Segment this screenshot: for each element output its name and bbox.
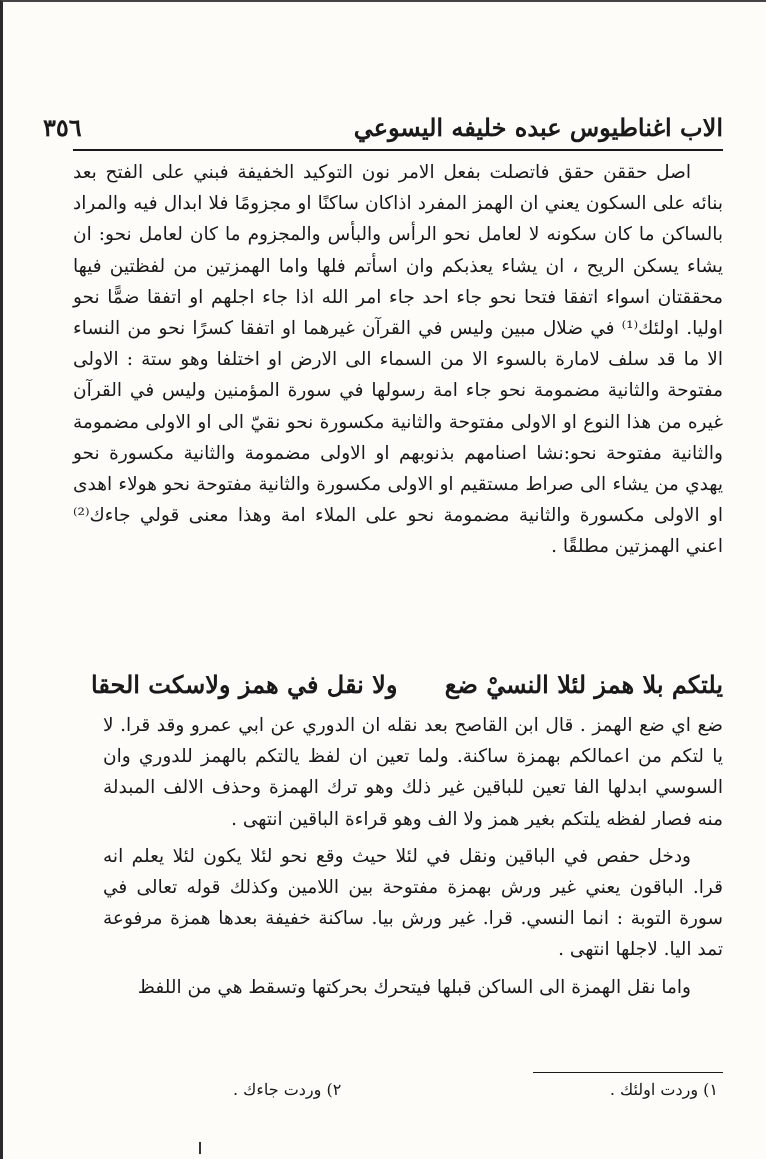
verse-line [91,662,723,706]
verse-hemistich-left: ولا نقل في همز ولاسكت الحقا [91,669,398,699]
scan-mark [199,1142,201,1154]
paragraph-commentary-2: ودخل حفص في الباقين ونقل في لئلا حيث وقع نحو لئلا يكون لئلا يعلم انه قرا. الباقون يعني غير ورش بهمزة مفتوحة بين اللامين وكذلك قوله تعالى في سورة التوبة : انما النسي. قرا. غير ورش بيا. ساكنة خفيفة بعدها همزة مرفوعة تمد اليا. لاجلها انتهى . [103,845,723,961]
footnote-1: ١) وردت اولئك . [609,1080,718,1099]
page-header [43,102,723,142]
paragraph-hamza-rules: اصل حققن حقق فاتصلت بفعل الامر نون التوكيد الخفيفة فبني على الفتح بعد بنائه على السكون يعني ان الهمز المفرد اذاكان ساكنًا او مجزومًا فلا ابدال فيه والمراد بالساكن ما كان سكونه لا لعامل نحو الرأس والبأس والمجزوم ما كان لعامل نحو: ان يشاء يسكن الريح ، ان يشاء يعذبكم وان اسأتم فلها واما الهمزتين من لفظتين فيها محققتان اسواء اتفقا فتحا نحو جاء احد جاء امر الله اذا جاء اجلهم او اتفقا ضمًّا نحو اوليا. اولئك⁽¹⁾ في ضلال مبين وليس في القرآن غيرهما او اتفقا كسرًا نحو من النساء الا ما قد سلف لامارة بالسوء الا من السماء الى الارض او اختلفا وهو ستة : الاولى مفتوحة والثانية مضمومة نحو جاء امة رسولها في سورة المؤمنين وليس في القرآن غيره من هذا النوع او الاولى مفتوحة والثانية مكسورة نحو نقيّ الى او الاولى مضمومة والثانية مفتوحة نحو:نشا اصنامهم بذنوبهم او الاولى مضمومة والثانية مكسورة نحو يهدي من يشاء الى صراط مستقيم او الاولى مكسورة والثانية مفتوحة نحو هولاء اهدى او الاولى مكسورة والثانية مضمومة نحو على الملاء امة وهذا معنى قولي جاءك⁽²⁾ اعني الهمزتين مطلقًا . [73,162,723,558]
running-title: الاب اغناطيوس عبده خليفه اليسوعي [353,113,723,142]
header-rule [73,149,723,151]
main-text-block [73,157,723,563]
paragraph-commentary-1: ضع اي ضع الهمز . قال ابن القاصح بعد نقله ان الدوري عن ابي عمرو وقد قرا. لا يا لتكم من اعمالكم بهمزة ساكنة. ولما تعين ان لفظ يالتكم بالهمز للدوري وان السوسي ابدلها الفا تعين للباقين غير ذلك وهو ترك الهمزة وحذف الالف المبدلة منه فصار لفظه يلتكم بغير همز ولا الف وهو قراءة الباقين انتهى . [103,715,723,830]
commentary-text-block [103,710,723,1003]
footnotes [233,1080,718,1099]
page-number: ٣٥٦ [43,113,82,142]
paragraph-commentary-3: واما نقل الهمزة الى الساكن قبلها فيتحرك بحركتها وتسقط هي من اللفظ [137,976,691,998]
footnote-rule [533,1072,723,1073]
footnote-2: ٢) وردت جاءك . [233,1080,342,1099]
verse-hemistich-right: يلتكم بلا همز لئلا النسيْ ضع [444,669,723,699]
